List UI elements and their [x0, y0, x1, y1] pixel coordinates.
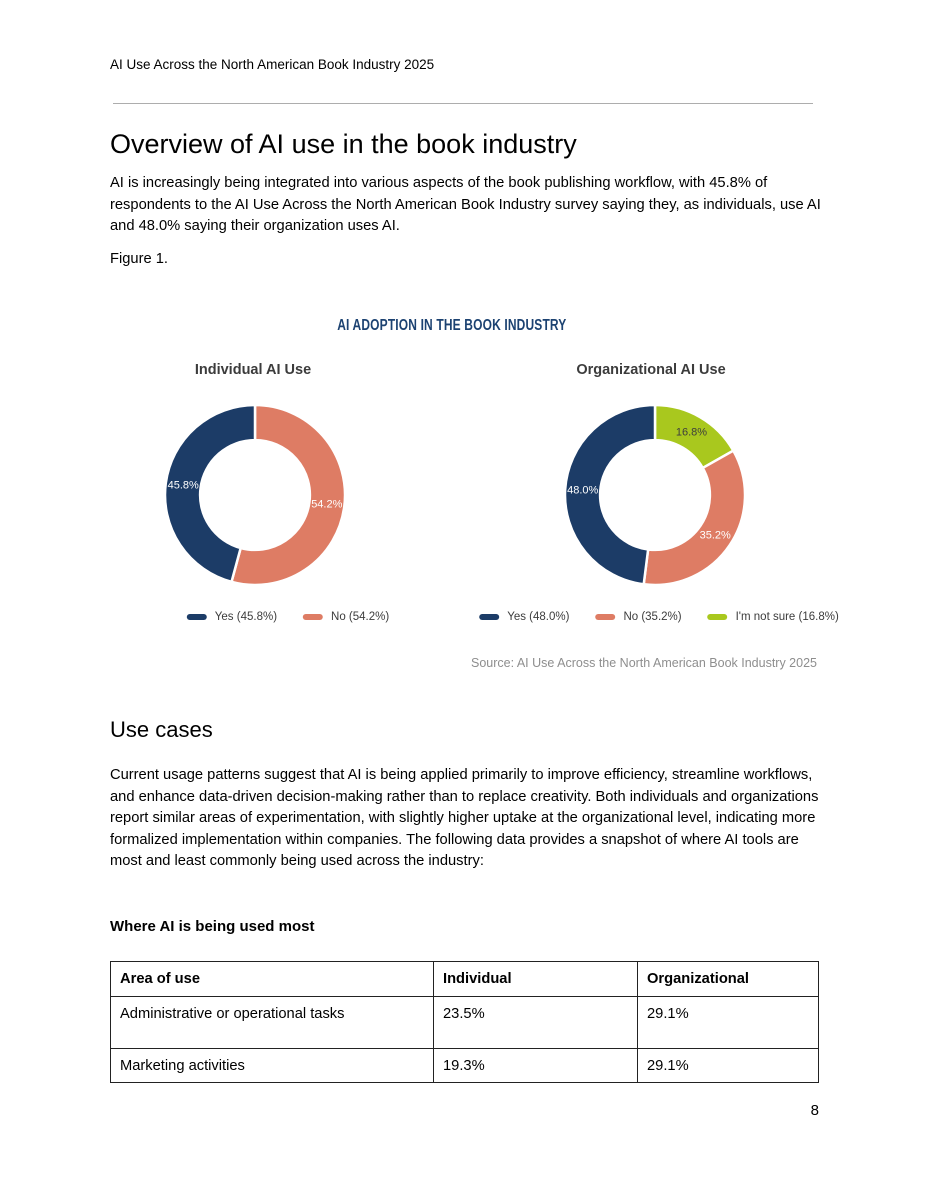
legend-organizational: [479, 611, 839, 623]
legend-item: [303, 611, 389, 623]
figure-1: [110, 280, 839, 690]
column-header-individual: Individual: [434, 962, 638, 997]
cell-area: Administrative or operational tasks: [111, 997, 434, 1049]
header-divider: [113, 103, 813, 104]
table-row: [111, 997, 819, 1049]
column-header-area: Area of use: [111, 962, 434, 997]
slice-label: 35.2%: [699, 529, 731, 542]
donut-chart-individual: [145, 385, 365, 605]
page-number: 8: [810, 1102, 819, 1119]
table-heading: Where AI is being used most: [110, 918, 315, 935]
cell-organizational: 29.1%: [638, 997, 819, 1049]
legend-item: [708, 611, 839, 623]
cell-organizational: 29.1%: [638, 1049, 819, 1083]
page-title: Overview of AI use in the book industry: [110, 129, 577, 159]
cell-area: Marketing activities: [111, 1049, 434, 1083]
running-header: AI Use Across the North American Book Industry 2025: [110, 57, 435, 72]
figure-label: Figure 1.: [110, 251, 168, 267]
legend-swatch: [479, 614, 499, 620]
slice-label: 16.8%: [675, 426, 708, 439]
slice-label: 48.0%: [567, 484, 599, 497]
legend-label: Yes (48.0%): [507, 611, 570, 623]
slice-label: 45.8%: [167, 479, 199, 492]
legend-swatch: [595, 614, 615, 620]
use-cases-paragraph: Current usage patterns suggest that AI is being applied primarily to improve efficiency, streamline workflows, and enhance data-driven decision-making rather than to replace creativity. Both individuals and organizations report similar areas of experimentation, with slightly higher uptake at the organizational level, indicating more formalized implementation within companies. The following data provides a snapshot of where AI tools are most and least commonly being used across the industry:: [110, 767, 819, 869]
legend-swatch: [187, 614, 207, 620]
intro-paragraph: AI is increasingly being integrated into various aspects of the book publishing workflow, with 45.8% of respondents to the AI Use Across the North American Book Industry survey saying they, as individuals, use AI and 48.0% saying their organization uses AI.: [110, 175, 821, 234]
legend-label: No (54.2%): [331, 611, 390, 623]
chart-main-title: AI ADOPTION IN THE BOOK INDUSTRY: [337, 317, 567, 334]
table-row: [111, 1049, 819, 1083]
legend-item: [479, 611, 569, 623]
legend-item: [595, 611, 681, 623]
donut-svg: [145, 385, 365, 605]
legend-item: [187, 611, 277, 623]
donut-chart-organizational: [545, 385, 765, 605]
legend-label: I'm not sure (16.8%): [735, 611, 839, 623]
cell-individual: 19.3%: [434, 1049, 638, 1083]
slice-label: 54.2%: [311, 498, 343, 511]
chart-subtitle-individual: Individual AI Use: [194, 362, 312, 378]
usage-table: [110, 961, 819, 1083]
legend-swatch: [708, 614, 728, 620]
legend-label: No (35.2%): [623, 611, 682, 623]
cell-individual: 23.5%: [434, 997, 638, 1049]
section-title-use-cases: Use cases: [110, 717, 213, 742]
chart-subtitle-organizational: Organizational AI Use: [576, 362, 726, 378]
legend-label: Yes (45.8%): [214, 611, 278, 623]
donut-svg: [545, 385, 765, 605]
legend-swatch: [303, 614, 323, 620]
legend-individual: [187, 611, 389, 623]
table-header-row: [111, 962, 819, 997]
chart-source: Source: AI Use Across the North American Book Industry 2025: [470, 656, 817, 670]
donut-slice-No: [644, 451, 745, 585]
column-header-organizational: Organizational: [638, 962, 819, 997]
